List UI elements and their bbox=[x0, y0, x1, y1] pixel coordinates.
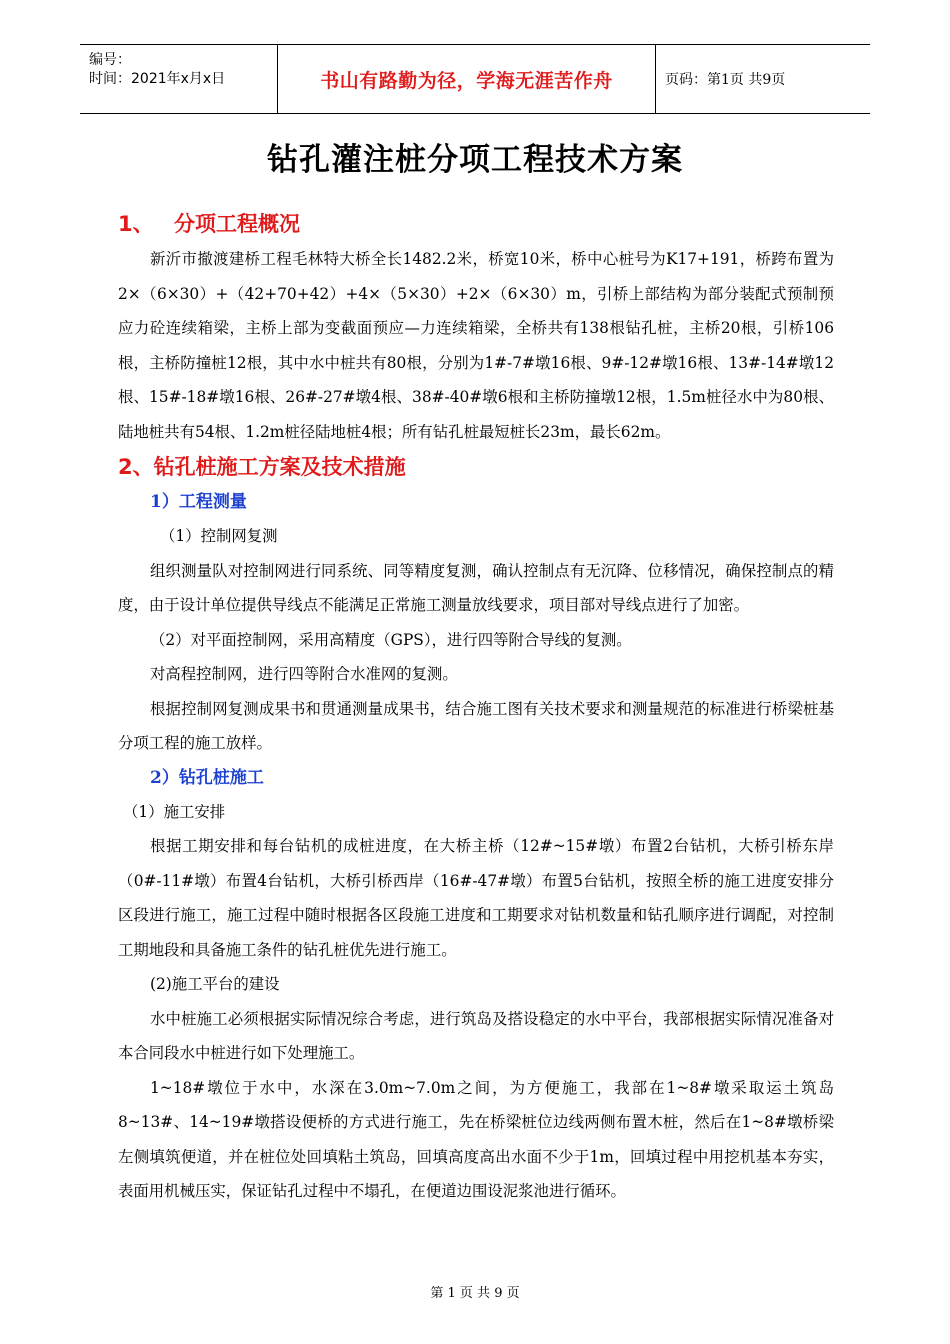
drilling-paragraph-3: 1~18#墩位于水中，水深在3.0m~7.0m之间，为方便施工，我部在1~8#墩采取运土筑岛8~13#、14~19#墩搭设便桥的方式进行施工，先在桥梁桩位边线两侧布置木桩，然后在1~8#墩桥梁左侧填筑便道，并在桩位处回填粘土筑岛，回填高度高出水面不少于1m，回填过程中用挖机基本夯实，表面用机械压实，保证钻孔过程中不塌孔，在便道边围设泥浆池进行循环。 bbox=[118, 1078, 834, 1200]
header-motto: 书山有路勤为径，学海无涯苦作舟 bbox=[278, 45, 656, 113]
document-title: 钻孔灌注桩分项工程技术方案 bbox=[267, 142, 683, 178]
section-1-paragraph: 新沂市撤渡建桥工程毛林特大桥全长1482.2米，桥宽10米，桥中心桩号为K17+191，桥跨布置为2×（6×30）+（42+70+42）+4×（5×30）+2×（6×30）m，引桥上部结构为部分装配式预制预应力砼连续箱梁，主桥上部为变截面预应—力连续箱梁，全桥共有138根钻孔桩，主桥20根，引桥106根，主桥防撞桩12根，其中水中桩共有80根，分别为1#-7#墩16根、9#-12#墩16根、13#-14#墩12根、15#-18#墩16根、26#-27#墩4根、38#-40#墩6根和主桥防撞墩12根，1.5m桩径水中为80根、陆地桩共有54根、1.2m桩径陆地桩4根；所有钻孔桩最短桩长23m，最长62m。 bbox=[118, 250, 834, 441]
time-label: 时间：2021年x月x日 bbox=[89, 71, 226, 87]
drilling-paragraph-1: 根据工期安排和每台钻机的成桩进度，在大桥主桥（12#~15#墩）布置2台钻机，大桥引桥东岸（0#-11#墩）布置4台钻机，大桥引桥西岸（16#-47#墩）布置5台钻机，按照全桥的施工进度安排分区段进行施工，施工过程中随时根据各区段施工进度和工期要求对钻机数量和钻孔顺序进行调配，对控制工期地段和具备施工条件的钻孔桩优先进行施工。 bbox=[118, 837, 834, 959]
document-body bbox=[118, 206, 834, 1209]
survey-paragraph-1: 组织测量队对控制网进行同系统、同等精度复测，确认控制点有无沉降、位移情况，确保控制点的精度，由于设计单位提供导线点不能满足正常施工测量放线要求，项目部对导线点进行了加密。 bbox=[118, 561, 834, 614]
header-table bbox=[80, 44, 870, 114]
header-meta bbox=[80, 45, 278, 113]
page-footer: 第 1 页 共 9 页 bbox=[430, 1286, 520, 1301]
drilling-item-2: (2)施工平台的建设 bbox=[150, 975, 280, 993]
survey-paragraph-4: 根据控制网复测成果书和贯通测量成果书，结合施工图有关技术要求和测量规范的标准进行桥梁桩基分项工程的施工放样。 bbox=[118, 699, 834, 752]
drilling-paragraph-2: 水中桩施工必须根据实际情况综合考虑，进行筑岛及搭设稳定的水中平台，我部根据实际情况准备对本合同段水中桩进行如下处理施工。 bbox=[118, 1009, 834, 1062]
survey-paragraph-2: （2）对平面控制网，采用高精度（GPS），进行四等附合导线的复测。 bbox=[150, 630, 632, 649]
survey-item-1: （1）控制网复测 bbox=[160, 527, 278, 545]
section-1-title: 分项工程概况 bbox=[174, 212, 300, 236]
subsection-drilling-heading: 2）钻孔桩施工 bbox=[150, 767, 264, 788]
subsection-survey-heading: 1）工程测量 bbox=[150, 492, 247, 512]
survey-paragraph-3: 对高程控制网，进行四等附合水准网的复测。 bbox=[150, 665, 458, 683]
section-1-number: 1、 bbox=[118, 212, 154, 236]
section-1-heading bbox=[118, 206, 834, 242]
code-label: 编号： bbox=[89, 52, 131, 68]
drilling-item-1: （1）施工安排 bbox=[123, 802, 226, 821]
header-page-info: 页码：第1页 共9页 bbox=[665, 72, 786, 88]
section-2-heading: 2、钻孔桩施工方案及技术措施 bbox=[118, 455, 406, 479]
